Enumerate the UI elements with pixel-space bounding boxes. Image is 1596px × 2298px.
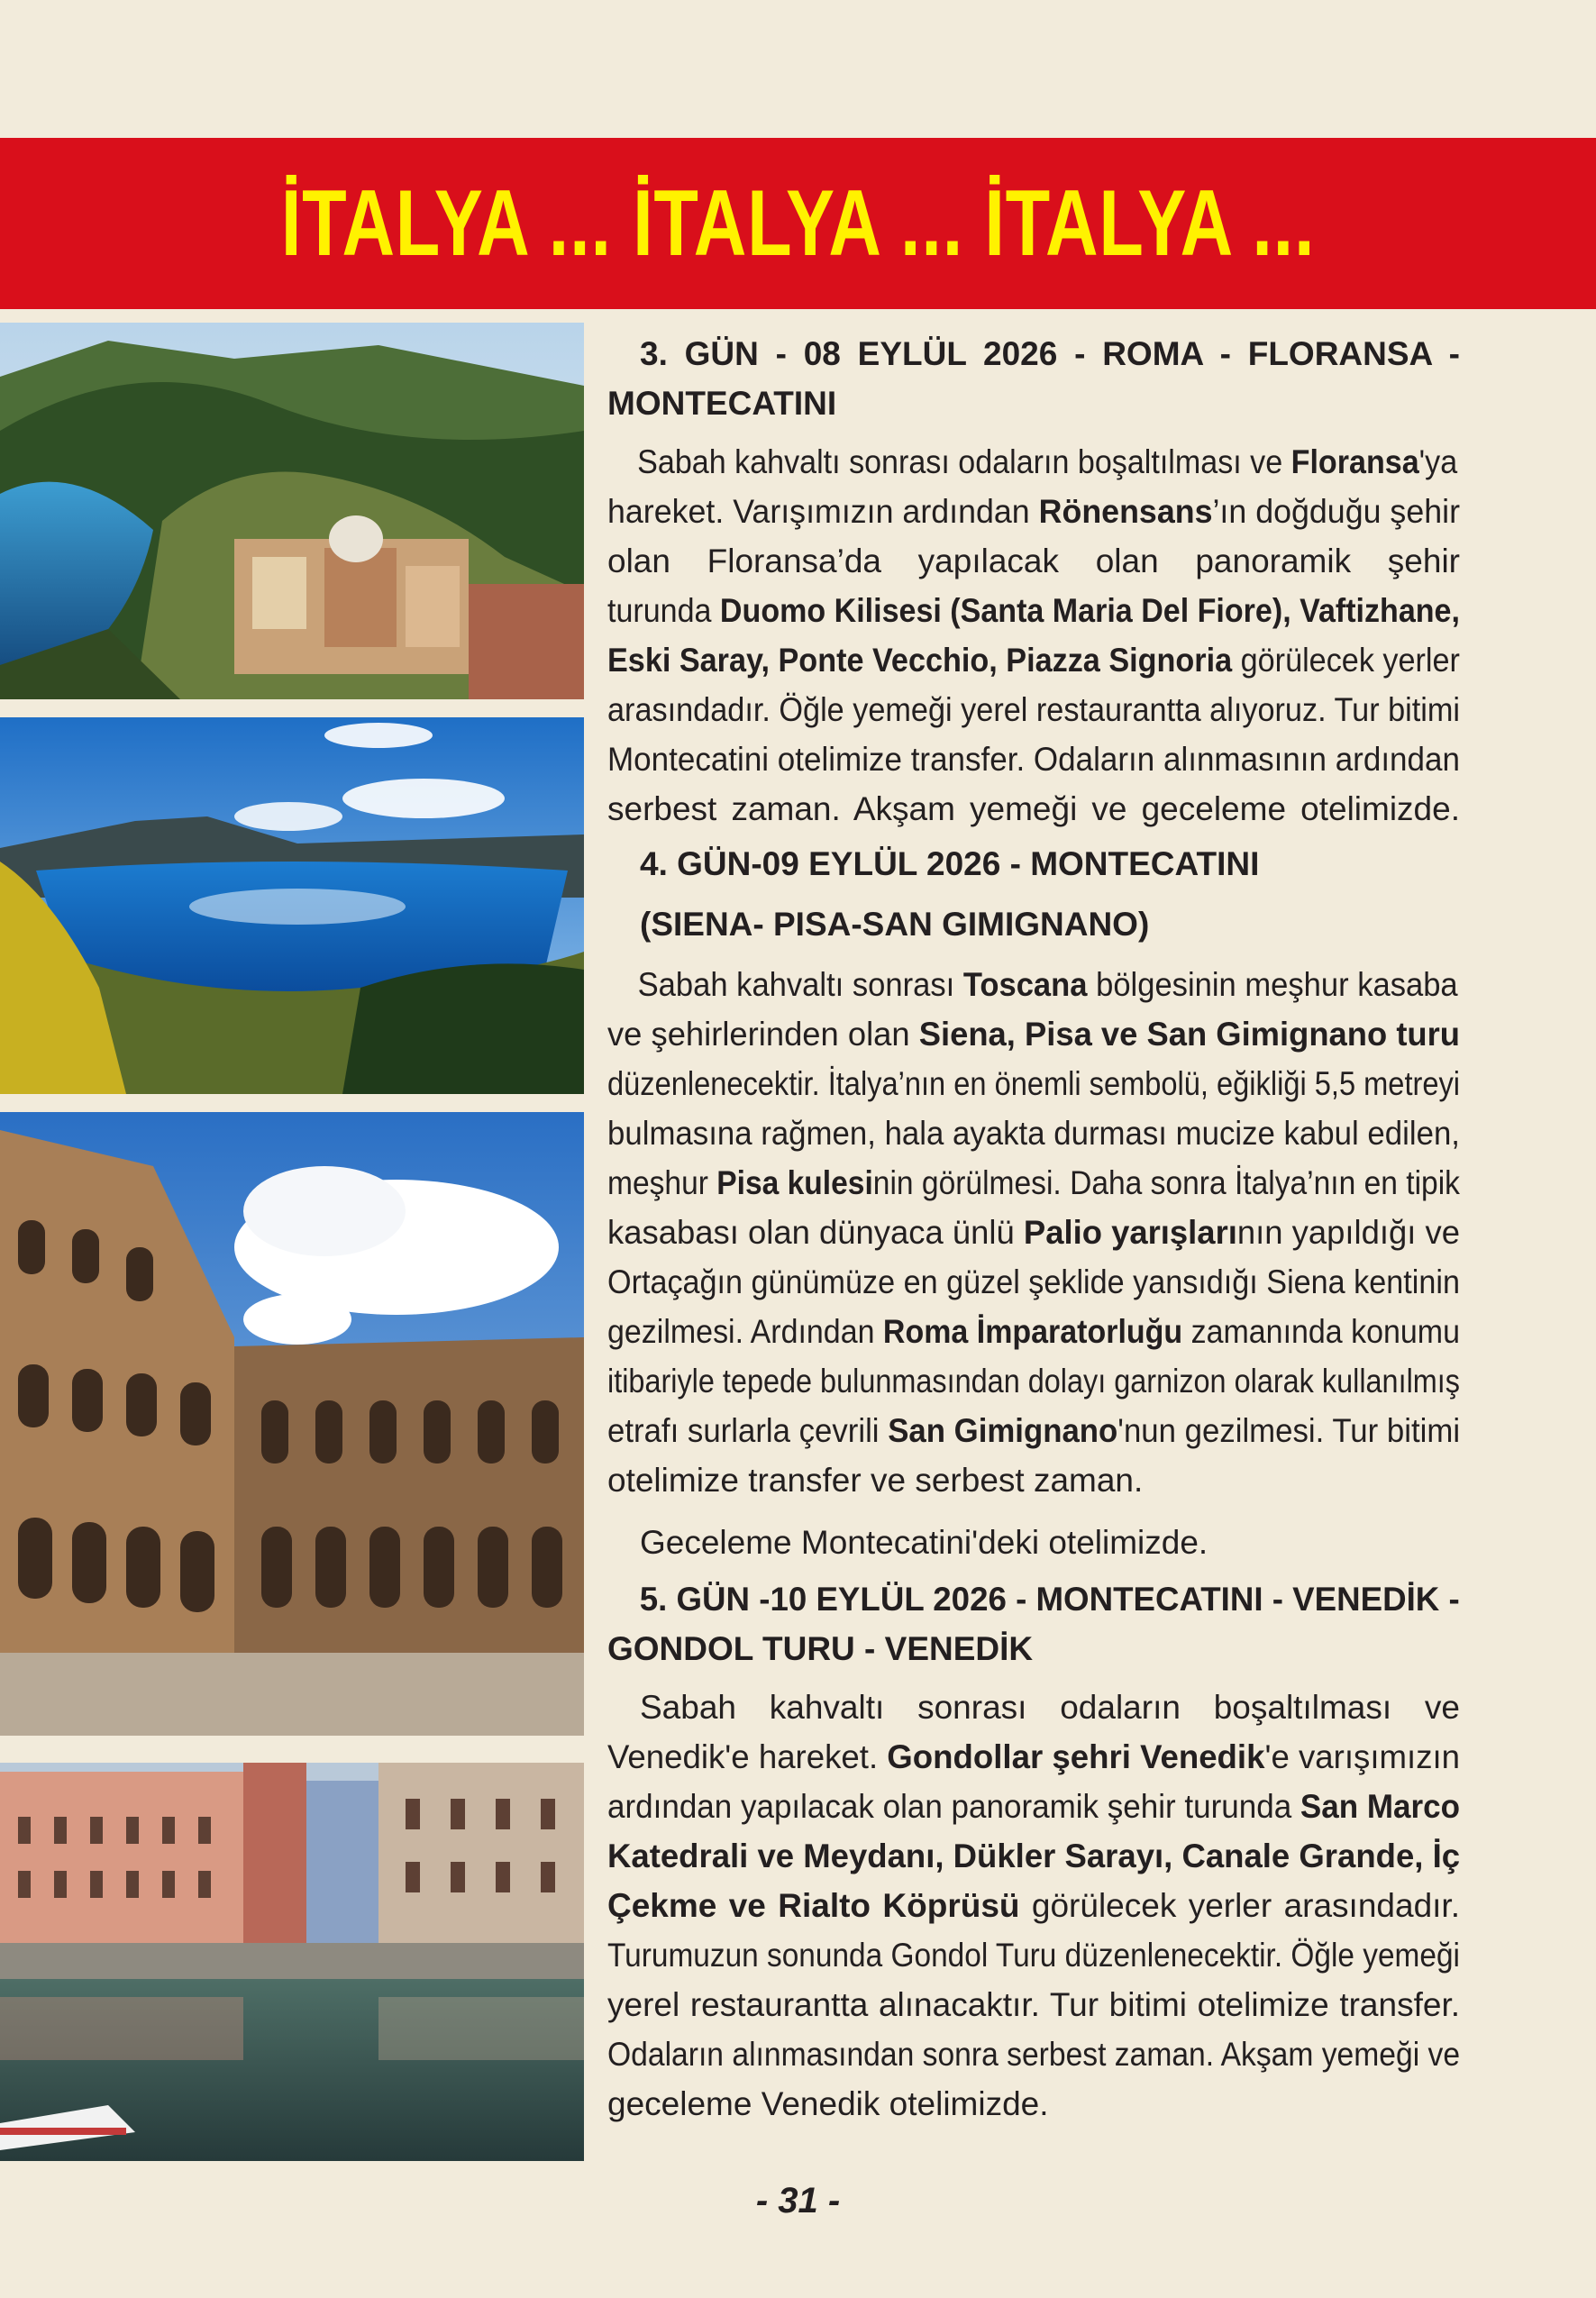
day5-paragraph-line: Turumuzun sonunda Gondol Turu düzenlenecektir. Öğle yemeği <box>607 1937 1460 1974</box>
day3-paragraph-line: serbest zaman. Akşam yemeği ve geceleme otelimizde. <box>607 790 1460 827</box>
crater-lake-photo <box>0 717 584 1094</box>
day4-paragraph-line: Sabah kahvaltı sonrası Toscana bölgesinin meşhur kasaba <box>637 966 1458 1003</box>
day5-paragraph-line: Sabah kahvaltı sonrası odaların boşaltılması ve <box>640 1689 1460 1726</box>
canal-town-photo <box>0 1763 584 2161</box>
day5-paragraph-line: Venedik'e hareket. Gondollar şehri Venedik'e varışımızın <box>607 1738 1461 1775</box>
day5-paragraph-line: Katedrali ve Meydanı, Dükler Sarayı, Canale Grande, İç <box>607 1837 1461 1874</box>
day4-paragraph-line: otelimize transfer ve serbest zaman. <box>607 1462 1144 1499</box>
page-number: - 31 - <box>755 2181 841 2220</box>
day4-paragraph-line: kasabası olan dünyaca ünlü Palio yarışlarının yapıldığı ve <box>607 1214 1461 1251</box>
day4-paragraph-line: ve şehirlerinden olan Siena, Pisa ve San Gimignano turu <box>607 1016 1461 1053</box>
day3-paragraph-line: Sabah kahvaltı sonrası odaların boşaltılması ve Floransa'ya <box>637 443 1458 480</box>
day4-paragraph-line: meşhur Pisa kulesinin görülmesi. Daha sonra İtalya’nın en tipik <box>607 1164 1460 1201</box>
day4-paragraph-line: itibariyle tepede bulunmasından dolayı garnizon olarak kullanılmış <box>607 1363 1461 1400</box>
day5-paragraph-line: Odaların alınmasından sonra serbest zaman. Akşam yemeği ve <box>607 2036 1461 2073</box>
day5-paragraph-line: yerel restaurantta alınacaktır. Tur bitimi otelimize transfer. <box>607 1986 1460 2023</box>
day4-paragraph-line: gezilmesi. Ardından Roma İmparatorluğu zamanında konumu <box>607 1313 1461 1350</box>
day3-heading-line2: MONTECATINI <box>607 385 837 422</box>
page-title: İTALYA ... İTALYA ... İTALYA ... <box>280 170 1316 276</box>
day3-paragraph-line: hareket. Varışımızın ardından Rönensans’ın doğduğu şehir <box>607 493 1460 530</box>
day5-heading-line2: GONDOL TURU - VENEDİK <box>607 1630 1034 1667</box>
day4-paragraph-line: etrafı surlarla çevrili San Gimignano'nun gezilmesi. Tur bitimi <box>607 1412 1461 1449</box>
day3-paragraph-line: arasındadır. Öğle yemeği yerel restaurantta alıyoruz. Tur bitimi <box>607 691 1461 728</box>
itinerary-text <box>607 329 1460 2129</box>
day3-paragraph-line: Montecatini otelimize transfer. Odaların alınmasının ardından <box>607 741 1460 778</box>
day3-paragraph-line: turunda Duomo Kilisesi (Santa Maria Del Fiore), Vaftizhane, <box>607 592 1460 629</box>
day4-paragraph-line: düzenlenecektir. İtalya’nın en önemli sembolü, eğikliği 5,5 metreyi <box>607 1065 1461 1102</box>
title-banner <box>0 138 1596 309</box>
day5-paragraph-line: Çekme ve Rialto Köprüsü görülecek yerler arasındadır. <box>607 1887 1460 1924</box>
day5-paragraph-line: geceleme Venedik otelimizde. <box>607 2085 1049 2122</box>
day4-heading-line2: (SIENA- PISA-SAN GIMIGNANO) <box>640 906 1150 943</box>
lake-town-photo <box>0 323 584 699</box>
day5-paragraph-line: ardından yapılacak olan panoramik şehir turunda San Marco <box>607 1788 1461 1825</box>
day4-paragraph-line: Ortaçağın günümüze en güzel şeklide yansıdığı Siena kentinin <box>607 1263 1460 1300</box>
colosseum-photo <box>0 1112 584 1736</box>
day3-paragraph-line: Eski Saray, Ponte Vecchio, Piazza Signoria görülecek yerler <box>607 642 1460 679</box>
day4-heading-line1: 4. GÜN-09 EYLÜL 2026 - MONTECATINI <box>640 845 1260 882</box>
day5-heading-line1: 5. GÜN -10 EYLÜL 2026 - MONTECATINI - VENEDİK - <box>639 1581 1460 1618</box>
day4-overnight-line: Geceleme Montecatini'deki otelimizde. <box>640 1524 1208 1561</box>
day4-paragraph-line: bulmasına rağmen, hala ayakta durması mucize kabul edilen, <box>607 1115 1460 1152</box>
day3-heading-line1: 3. GÜN - 08 EYLÜL 2026 - ROMA - FLORANSA - <box>640 335 1460 372</box>
day3-paragraph-line: olan Floransa’da yapılacak olan panoramik şehir <box>607 543 1460 579</box>
